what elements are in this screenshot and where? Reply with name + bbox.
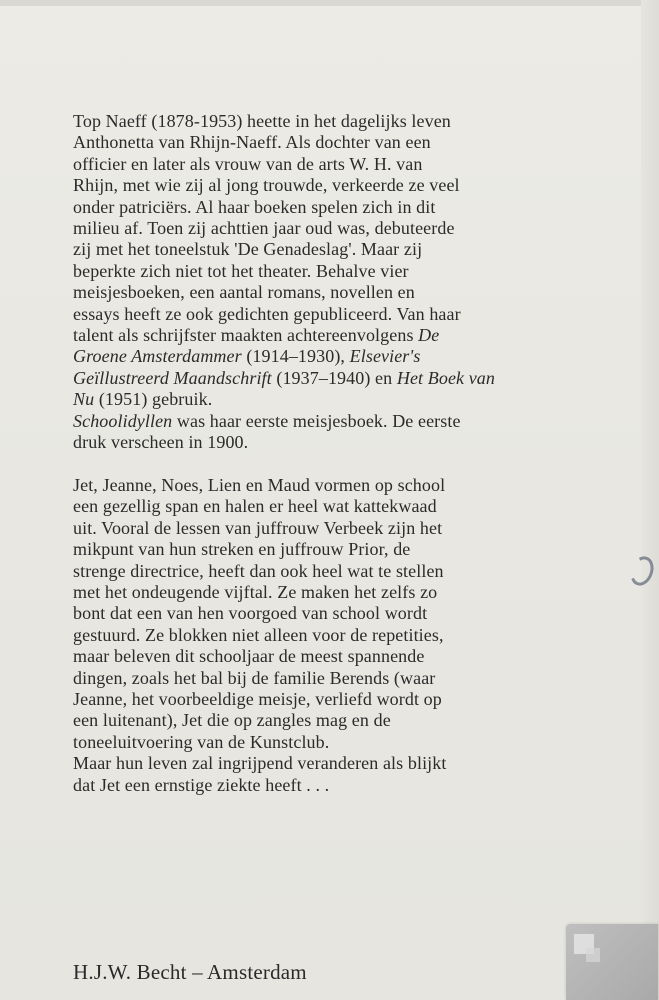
publisher-imprint: H.J.W. Becht – Amsterdam xyxy=(73,960,307,984)
summary-line: een luitenant), Jet die op zangles mag en de xyxy=(73,710,391,731)
bio-line-text: talent als schrijfster maakten achtereenvolgens xyxy=(73,325,414,346)
bio-line: meisjesboeken, een aantal romans, novellen en xyxy=(73,282,415,303)
bio-line: essays heeft ze ook gedichten gepubliceerd. Van haar xyxy=(73,303,461,324)
summary-line: met het ondeugende vijftal. Ze maken het zelfs zo xyxy=(73,582,438,603)
summary-line: strenge directrice, heeft dan ook heel wat te stellen xyxy=(73,560,444,581)
bio-line: onder patriciërs. Al haar boeken spelen zich in dit xyxy=(73,196,436,217)
bio-line: beperkte zich niet tot het theater. Behalve vier xyxy=(73,260,409,281)
bio-line: Anthonetta van Rhijn-Naeff. Als dochter van een xyxy=(73,132,431,153)
summary-line: Jet, Jeanne, Noes, Lien en Maud vormen op school xyxy=(73,475,446,495)
bio-line-italic-title: Nu xyxy=(73,389,95,410)
cover-right-edge xyxy=(641,0,659,1000)
bio-line xyxy=(73,368,593,389)
summary-line: dingen, zoals het bal bij de familie Berends (waar xyxy=(73,667,436,688)
summary-line: dat Jet een ernstige ziekte heeft . . . xyxy=(73,774,330,795)
bio-line xyxy=(73,389,593,410)
summary-line: toneeluitvoering van de Kunstclub. xyxy=(73,731,330,752)
book-summary-paragraph xyxy=(73,475,593,796)
watermark-logo xyxy=(566,924,658,1000)
bio-line: Top Naeff (1878-1953) heette in het dagelijks leven xyxy=(73,111,451,131)
bio-line: druk verscheen in 1900. xyxy=(73,432,249,453)
bio-line: zij met het toneelstuk 'De Genadeslag'. Maar zij xyxy=(73,239,423,260)
bio-line: milieu af. Toen zij achttien jaar oud was, debuteerde xyxy=(73,218,455,239)
summary-line: Jeanne, het voorbeeldige meisje, verliefd wordt op xyxy=(73,689,442,710)
summary-line: uit. Vooral de lessen van juffrouw Verbeek zijn het xyxy=(73,517,443,538)
bio-line-italic-title: Schoolidyllen xyxy=(73,410,173,431)
bio-line-italic-title: Geïllustreerd Maandschrift xyxy=(73,367,272,388)
bio-line-italic-title: Het Boek van xyxy=(396,367,496,388)
bio-line: Rhijn, met wie zij al jong trouwde, verkeerde ze veel xyxy=(73,175,460,196)
bio-line-text: (1937–1940) en xyxy=(276,367,393,388)
bio-line-italic-title: Elsevier's xyxy=(349,346,421,367)
summary-line: maar beleven dit schooljaar de meest spannende xyxy=(73,646,425,667)
cover-top-edge xyxy=(0,0,659,6)
bio-line-italic-title: De xyxy=(418,325,440,346)
summary-line: een gezellig span en halen er heel wat kattekwaad xyxy=(73,496,437,517)
bio-line: officier en later als vrouw van de arts W. H. van xyxy=(73,153,423,174)
watermark-shape xyxy=(586,948,600,962)
bio-line-text: was haar eerste meisjesboek. De eerste xyxy=(176,410,461,431)
summary-line: bont dat een van hen voorgoed van school wordt xyxy=(73,603,428,624)
summary-line: mikpunt van hun streken en juffrouw Prior, de xyxy=(73,539,411,560)
bio-line xyxy=(73,411,593,432)
bio-line-text: (1951) gebruik. xyxy=(98,389,213,410)
bio-line-text: (1914–1930), xyxy=(246,346,346,367)
bio-line xyxy=(73,346,593,367)
author-biography-paragraph xyxy=(73,111,593,454)
bio-line-italic-title: Groene Amsterdammer xyxy=(73,346,242,367)
bio-line xyxy=(73,325,593,346)
summary-line: gestuurd. Ze blokken niet alleen voor de repetities, xyxy=(73,624,444,645)
summary-line: Maar hun leven zal ingrijpend veranderen als blijkt xyxy=(73,753,447,774)
